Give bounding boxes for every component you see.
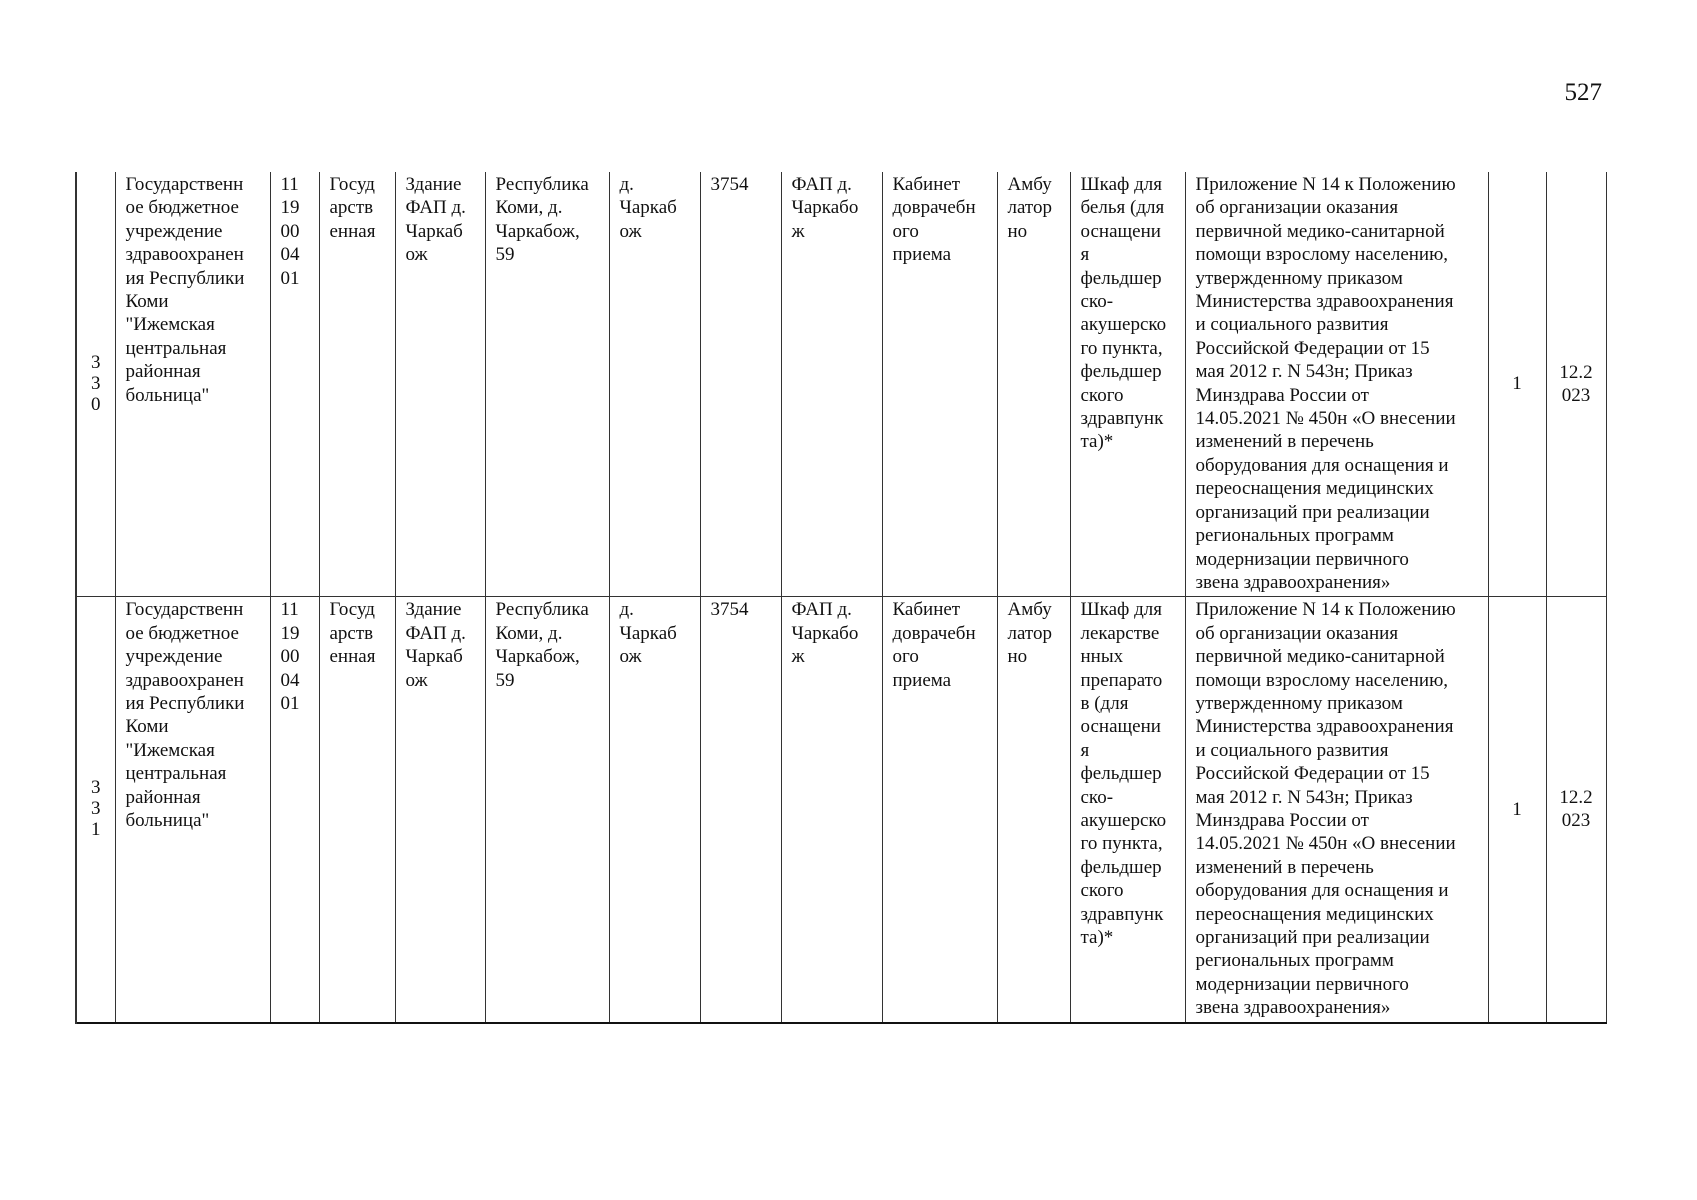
settlement-cell [609, 172, 700, 597]
settlement: д. Чаркаб ож [619, 599, 677, 668]
ownership-form: Госуд арств енная [329, 599, 376, 668]
organization-cell [115, 597, 270, 1023]
equipment-cell [1070, 597, 1185, 1023]
unit-cell [781, 172, 882, 597]
address: Республика Коми, д. Чаркабож, 59 [495, 174, 589, 266]
room-name: Кабинет доврачебн ого приема [892, 174, 976, 266]
equipment-name: Шкаф для белья (для оснащени я фельдшер ско- акушерско го пункта, фельдшер ского здравпунк та)* [1080, 174, 1167, 453]
legal-basis: Приложение N 14 к Положению об организации оказания первичной медико-санитарной помощи взрослому населению, утвержденному приказом Министерства здравоохранения и социального развития Российской Федерации от 15 мая 2012 г. N 543н; Приказ Минздрава России от 14.05.2021 № 450н «О внесении изменений в перечень оборудования для оснащения и переоснащения медицинских организаций при реализации региональных программ модернизации первичного звена здравоохранения» [1195, 599, 1456, 1019]
quantity: 1 [1512, 373, 1522, 395]
building-name: Здание ФАП д. Чаркаб ож [405, 174, 466, 266]
row-number-cell [76, 172, 115, 597]
organization-code: 11 19 00 04 01 [280, 174, 300, 289]
code2-cell [700, 597, 781, 1023]
row-number-cell [76, 597, 115, 1023]
care-type: Амбу латор но [1007, 174, 1052, 242]
ownership-cell [319, 172, 395, 597]
legal-basis: Приложение N 14 к Положению об организации оказания первичной медико-санитарной помощи взрослому населению, утвержденному приказом Министерства здравоохранения и социального развития Российской Федерации от 15 мая 2012 г. N 543н; Приказ Минздрава России от 14.05.2021 № 450н «О внесении изменений в перечень оборудования для оснащения и переоснащения медицинских организаций при реализации региональных программ модернизации первичного звена здравоохранения» [1195, 174, 1456, 593]
equipment-cell [1070, 172, 1185, 597]
room-cell [882, 172, 997, 597]
organization-code: 11 19 00 04 01 [280, 599, 300, 714]
address-cell [485, 597, 609, 1023]
basis-cell [1185, 172, 1488, 597]
basis-cell [1185, 597, 1488, 1023]
date-cell [1546, 597, 1606, 1023]
unit-cell [781, 597, 882, 1023]
settlement-cell [609, 597, 700, 1023]
code2-cell [700, 172, 781, 597]
page-number: 527 [1564, 79, 1602, 106]
settlement: д. Чаркаб ож [619, 174, 677, 242]
care-cell [997, 597, 1070, 1023]
unit-name: ФАП д. Чаркабо ж [791, 599, 859, 668]
address-cell [485, 172, 609, 597]
organization-name: Государственн ое бюджетное учреждение здравоохранен ия Республики Коми "Ижемская центральная районная больница" [125, 174, 245, 406]
building-cell [395, 597, 485, 1023]
building-cell [395, 172, 485, 597]
date: 12.2 023 [1559, 787, 1593, 832]
date: 12.2 023 [1559, 361, 1593, 407]
table-row [76, 597, 1606, 1023]
quantity-cell [1488, 172, 1546, 597]
unit-name: ФАП д. Чаркабо ж [791, 174, 859, 242]
address: Республика Коми, д. Чаркабож, 59 [495, 599, 589, 691]
building-name: Здание ФАП д. Чаркаб ож [405, 599, 466, 691]
room-name: Кабинет доврачебн ого приема [892, 599, 976, 691]
organization-cell [115, 172, 270, 597]
equipment-registry-table [75, 172, 1607, 1024]
quantity: 1 [1512, 798, 1522, 820]
settlement-code: 3754 [710, 599, 749, 621]
date-cell [1546, 172, 1606, 597]
organization-name: Государственн ое бюджетное учреждение здравоохранен ия Республики Коми "Ижемская центральная районная больница" [125, 599, 245, 831]
code-cell [270, 597, 319, 1023]
ownership-cell [319, 597, 395, 1023]
settlement-code: 3754 [710, 174, 749, 195]
row-number: 330 [91, 351, 101, 415]
code-cell [270, 172, 319, 597]
row-number: 331 [91, 777, 101, 841]
care-cell [997, 172, 1070, 597]
equipment-name: Шкаф для лекарстве нных препарато в (для оснащени я фельдшер ско- акушерско го пункта, фельдшер ского здравпунк та)* [1080, 599, 1167, 948]
ownership-form: Госуд арств енная [329, 174, 376, 242]
quantity-cell [1488, 597, 1546, 1023]
room-cell [882, 597, 997, 1023]
table-row [76, 172, 1606, 597]
care-type: Амбу латор но [1007, 599, 1052, 668]
